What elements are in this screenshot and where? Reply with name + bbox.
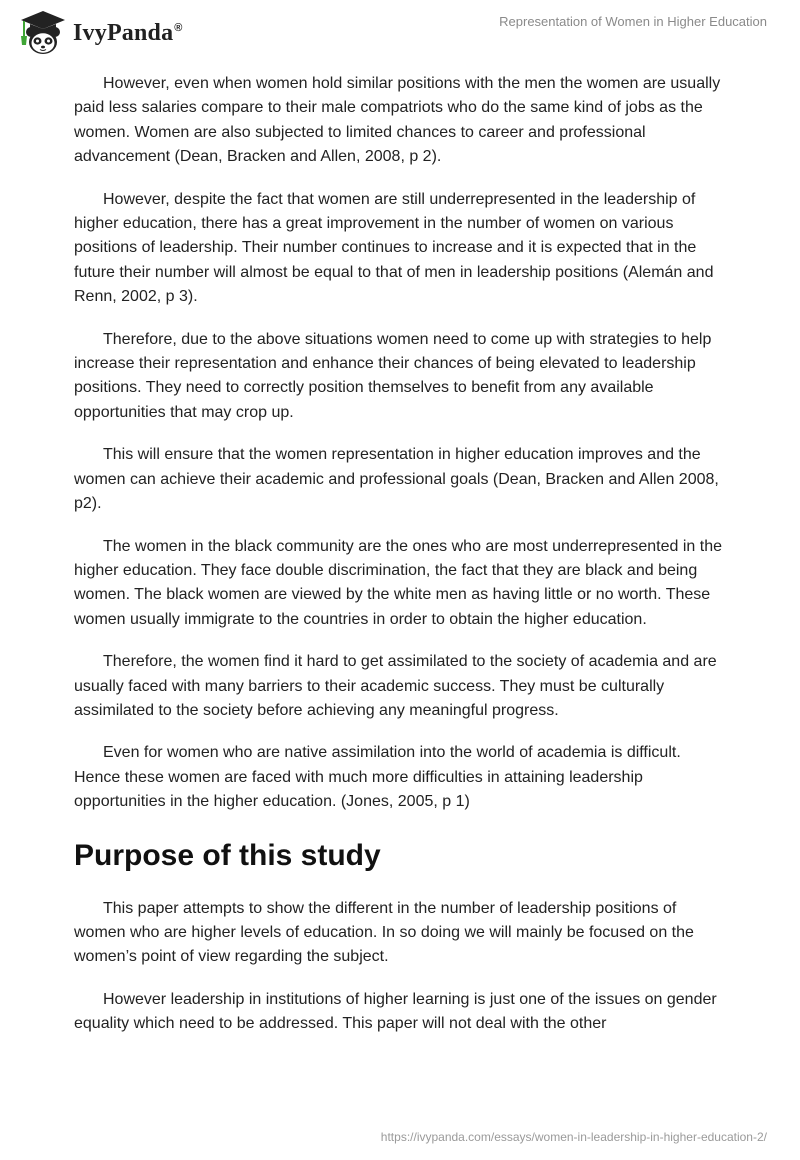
brand-name: IvyPanda xyxy=(73,19,174,46)
paragraph: However, even when women hold similar positions with the men the women are usually paid less salaries compare to their male compatriots who do the same kind of jobs as the women. Women are also subjected to limited chances to career and professional advancement (Dean, Bracken and Allen, 2008, p 2). xyxy=(74,75,721,166)
section-heading: Purpose of this study xyxy=(74,838,381,872)
registered-mark: ® xyxy=(174,21,183,34)
paragraph: The women in the black community are the ones who are most underrepresented in the higher education. They face double discrimination, the fact that they are black and being women. The black women are viewed by the white men as having little or no worth. These women usually immigrate to the countries in order to obtain the higher education. xyxy=(74,537,722,628)
paragraph: This will ensure that the women representation in higher education improves and the women can achieve their academic and professional goals (Dean, Bracken and Allen 2008, p2). xyxy=(74,446,719,513)
logo-wordmark xyxy=(73,20,183,47)
page-header xyxy=(0,0,800,60)
panda-graduate-icon xyxy=(15,8,71,56)
document-title: Representation of Women in Higher Education xyxy=(499,14,767,29)
article-body xyxy=(74,72,728,1055)
ivypanda-logo[interactable] xyxy=(15,8,183,56)
paragraph: However leadership in institutions of higher learning is just one of the issues on gender equality which need to be addressed. This paper will not deal with the other xyxy=(74,990,717,1033)
paragraph: However, despite the fact that women are still underrepresented in the leadership of higher education, there has a great improvement in the number of women on various positions of leadership. Their number continues to increase and it is expected that in the future their number will almost be equal to that of men in leadership positions (Alemán and Renn, 2002, p 3). xyxy=(74,190,714,306)
paragraph: This paper attempts to show the different in the number of leadership positions of women who are higher levels of education. In so doing we will mainly be focused on the women’s point of view regarding the subject. xyxy=(74,899,694,966)
source-url[interactable]: https://ivypanda.com/essays/women-in-leadership-in-higher-education-2/ xyxy=(380,1130,767,1144)
paragraph: Therefore, due to the above situations women need to come up with strategies to help increase their representation and enhance their chances of being elevated to leadership positions. They need to correctly position themselves to benefit from any available opportunities that may crop up. xyxy=(74,330,712,421)
paragraph: Even for women who are native assimilation into the world of academia is difficult. Hence these women are faced with much more difficulties in attaining leadership opportunities in the higher education. (Jones, 2005, p 1) xyxy=(74,744,681,811)
paragraph: Therefore, the women find it hard to get assimilated to the society of academia and are usually faced with many barriers to their academic success. They must be culturally assimilated to the society before achieving any meaningful progress. xyxy=(74,653,717,719)
